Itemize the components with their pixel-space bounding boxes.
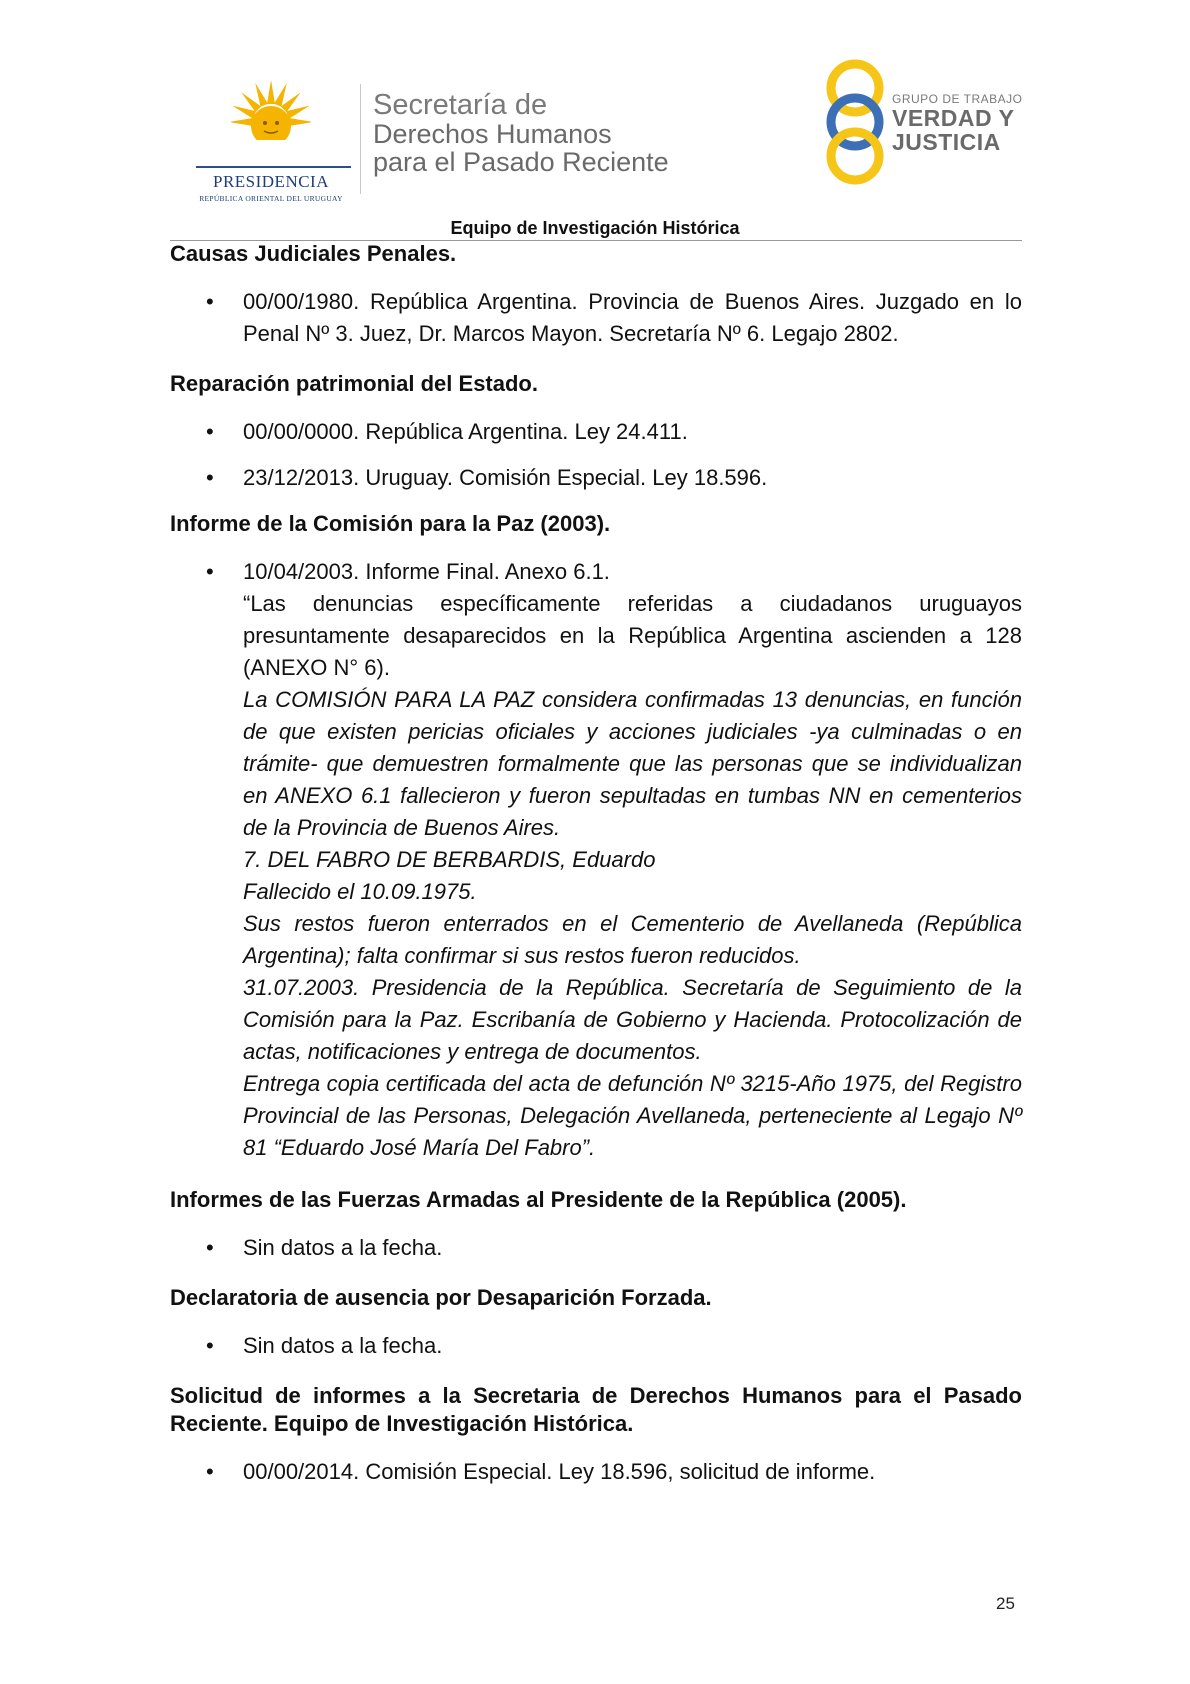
list-item bbox=[170, 1330, 1022, 1362]
page-header bbox=[0, 50, 1190, 203]
bullet-icon: • bbox=[206, 559, 214, 584]
document-body bbox=[170, 240, 1022, 1488]
bullet-icon: • bbox=[206, 465, 214, 490]
rings-icon bbox=[820, 58, 890, 188]
quote-italic-remains: Sus restos fueron enterrados en el Cementerio de Avellaneda (República Argentina); falta confirmar si sus restos fueron reducidos. bbox=[243, 911, 1022, 968]
page-number: 25 bbox=[996, 1594, 1015, 1613]
quote-italic-protocol: 31.07.2003. Presidencia de la República. Secretaría de Seguimiento de la Comisión para la Paz. Escribanía de Gobierno y Hacienda. Protocolización de actas, notificaciones y entrega de documentos. bbox=[243, 975, 1022, 1064]
list-item bbox=[170, 416, 1022, 448]
gtvj-small-label: GRUPO DE TRABAJO bbox=[892, 92, 1023, 106]
quote-italic-date: Fallecido el 10.09.1975. bbox=[243, 879, 477, 904]
list-item bbox=[170, 286, 1022, 350]
quote-italic-paragraph: La COMISIÓN PARA LA PAZ considera confirmadas 13 denuncias, en función de que existen pericias oficiales y acciones judiciales -ya culminadas o en trámite- que demuestren formalmente que las personas que se individualizan en ANEXO 6.1 fallecieron y fueron sepultadas en tumbas NN en cementerios de la Provincia de Buenos Aires. bbox=[243, 687, 1022, 840]
list-item-text: 00/00/2014. Comisión Especial. Ley 18.596, solicitud de informe. bbox=[243, 1459, 876, 1484]
list-item bbox=[170, 1232, 1022, 1264]
list-item-text: Sin datos a la fecha. bbox=[243, 1333, 443, 1358]
list-item bbox=[170, 1456, 1022, 1488]
gtvj-line-2: JUSTICIA bbox=[892, 129, 1001, 155]
section-title: Informes de las Fuerzas Armadas al Presidente de la República (2005). bbox=[170, 1187, 907, 1212]
section-title: Solicitud de informes a la Secretaria de Derechos Humanos para el Pasado Reciente. Equipo de Investigación Histórica. bbox=[170, 1383, 1022, 1436]
list-item-text: Sin datos a la fecha. bbox=[243, 1235, 443, 1260]
sun-icon bbox=[231, 78, 311, 158]
quote-italic-name: 7. DEL FABRO DE BERBARDIS, Eduardo bbox=[243, 847, 656, 872]
list-item-text: 00/00/1980. República Argentina. Provincia de Buenos Aires. Juzgado en lo Penal Nº 3. Juez, Dr. Marcos Mayon. Secretaría Nº 6. Legajo 2802. bbox=[243, 289, 1022, 346]
section-title: Reparación patrimonial del Estado. bbox=[170, 371, 538, 396]
presidencia-logo bbox=[196, 78, 356, 203]
quote-italic-certificate: Entrega copia certificada del acta de defunción Nº 3215-Año 1975, del Registro Provincial de las Personas, Delegación Avellaneda, perteneciente al Legajo Nº 81 “Eduardo José María Del Fabro”. bbox=[243, 1071, 1022, 1160]
bullet-icon: • bbox=[206, 1459, 214, 1484]
section-title: Causas Judiciales Penales. bbox=[170, 241, 457, 266]
list-item bbox=[170, 556, 1022, 1164]
list-item bbox=[170, 462, 1022, 494]
secretaria-line-3: para el Pasado Reciente bbox=[373, 147, 669, 177]
bullet-icon: • bbox=[206, 289, 214, 314]
list-item-heading: 10/04/2003. Informe Final. Anexo 6.1. bbox=[243, 559, 610, 584]
gtvj-line-1: VERDAD Y bbox=[892, 105, 1015, 131]
bullet-icon: • bbox=[206, 1235, 214, 1260]
quote-text: “Las denuncias específicamente referidas a ciudadanos uruguayos presuntamente desaparecidos en la República Argentina ascienden a 128 (ANEXO N° 6). bbox=[243, 591, 1022, 680]
presidencia-rule bbox=[196, 166, 351, 168]
verdad-justicia-logo bbox=[820, 58, 1030, 188]
secretaria-logo-text bbox=[373, 90, 669, 176]
team-heading: Equipo de Investigación Histórica bbox=[450, 218, 740, 238]
secretaria-line-1: Secretaría de bbox=[373, 89, 548, 121]
section-title: Informe de la Comisión para la Paz (2003). bbox=[170, 511, 611, 536]
section-title: Declaratoria de ausencia por Desaparición Forzada. bbox=[170, 1285, 712, 1310]
bullet-icon: • bbox=[206, 1333, 214, 1358]
presidencia-subtitle: REPÚBLICA ORIENTAL DEL URUGUAY bbox=[199, 194, 343, 203]
secretaria-line-2: Derechos Humanos bbox=[373, 119, 612, 149]
bullet-icon: • bbox=[206, 419, 214, 444]
list-item-text: 00/00/0000. República Argentina. Ley 24.411. bbox=[243, 419, 688, 444]
list-item-text: 23/12/2013. Uruguay. Comisión Especial. Ley 18.596. bbox=[243, 465, 768, 490]
header-divider bbox=[360, 84, 361, 194]
presidencia-wordmark: PRESIDENCIA bbox=[212, 172, 329, 191]
